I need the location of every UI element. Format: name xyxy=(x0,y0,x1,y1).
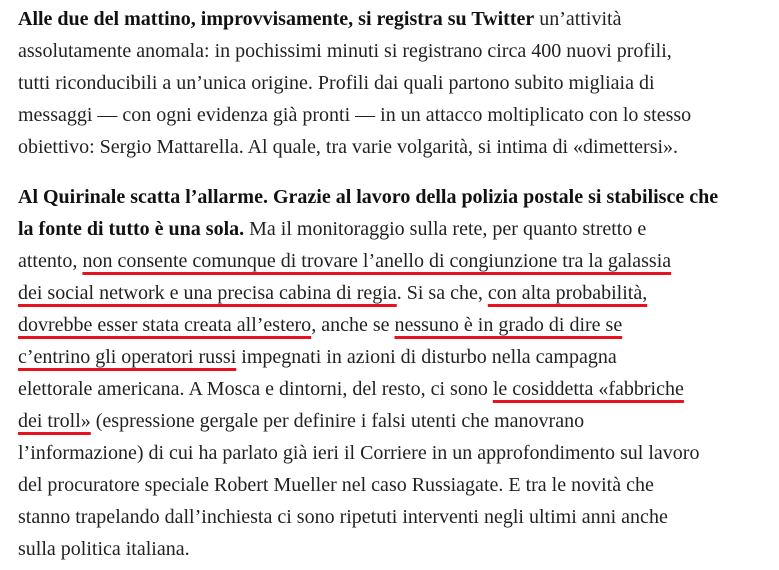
text-run: tutti riconducibili a un’unica origine. Profili dai quali partono subito migliaia di xyxy=(18,72,655,94)
underlined-text: c’entrino gli operatori russi xyxy=(18,346,237,368)
text-run: stanno trapelando dall’inchiesta ci sono ripetuti interventi negli ultimi anni anche xyxy=(18,506,668,528)
text-line xyxy=(18,35,691,67)
text-run: impegnati in azioni di disturbo nella campagna xyxy=(236,346,617,368)
text-line xyxy=(18,533,718,565)
text-run: messaggi — con ogni evidenza già pronti — in un attacco moltiplicato con lo stesso xyxy=(18,104,692,126)
paragraph xyxy=(18,181,718,565)
text-line xyxy=(18,309,718,341)
text-line xyxy=(18,213,718,245)
text-run: elettorale americana. A Mosca e dintorni, del resto, ci sono xyxy=(18,378,493,400)
underlined-text: nessuno è in grado di dire se xyxy=(394,314,623,336)
text-run: . Si sa che, xyxy=(396,282,488,304)
text-line xyxy=(18,99,691,131)
text-run: Ma il monitoraggio sulla rete, per quanto stretto e xyxy=(244,218,647,240)
text-line xyxy=(18,501,718,533)
text-run: obiettivo: Sergio Mattarella. Al quale, tra varie volgarità, si intima di «dimettersi». xyxy=(18,136,679,158)
paragraph xyxy=(18,3,691,163)
bold-lead-text: Alle due del mattino, improvvisamente, si registra su Twitter xyxy=(18,8,535,30)
underlined-text: le cosiddetta «fabbriche xyxy=(492,378,684,400)
bold-lead-text: la fonte di tutto è una sola. xyxy=(18,218,245,240)
underlined-text: con alta probabilità, xyxy=(487,282,648,304)
text-line xyxy=(18,131,691,163)
bold-lead-text: Al Quirinale scatta l’allarme. Grazie al lavoro della polizia postale si stabilisce che xyxy=(18,186,719,208)
underlined-text: dei social network e una precisa cabina di regia xyxy=(18,282,397,304)
text-run: del procuratore speciale Robert Mueller nel caso Russiagate. E tra le novità che xyxy=(18,474,654,496)
text-run: , anche se xyxy=(311,314,395,336)
text-line xyxy=(18,373,718,405)
text-run: (espressione gergale per definire i falsi utenti che manovrano xyxy=(90,410,585,432)
underlined-text: non consente comunque di trovare l’anello di congiunzione tra la galassia xyxy=(82,250,672,272)
underlined-text: dovrebbe esser stata creata all’estero xyxy=(18,314,312,336)
text-line xyxy=(18,67,691,99)
text-line xyxy=(18,469,718,501)
text-line xyxy=(18,277,718,309)
text-run: un’attività xyxy=(534,8,622,30)
underlined-text: dei troll» xyxy=(18,410,91,432)
text-run: assolutamente anomala: in pochissimi minuti si registrano circa 400 nuovi profili, xyxy=(18,40,672,62)
text-line xyxy=(18,341,718,373)
text-line xyxy=(18,405,718,437)
text-line xyxy=(18,3,691,35)
text-run: attento, xyxy=(18,250,83,272)
text-line xyxy=(18,181,718,213)
text-run: l’informazione) di cui ha parlato già ieri il Corriere in un approfondimento sul lavoro xyxy=(18,442,700,464)
text-line xyxy=(18,245,718,277)
text-line xyxy=(18,437,718,469)
text-run: sulla politica italiana. xyxy=(18,538,190,560)
